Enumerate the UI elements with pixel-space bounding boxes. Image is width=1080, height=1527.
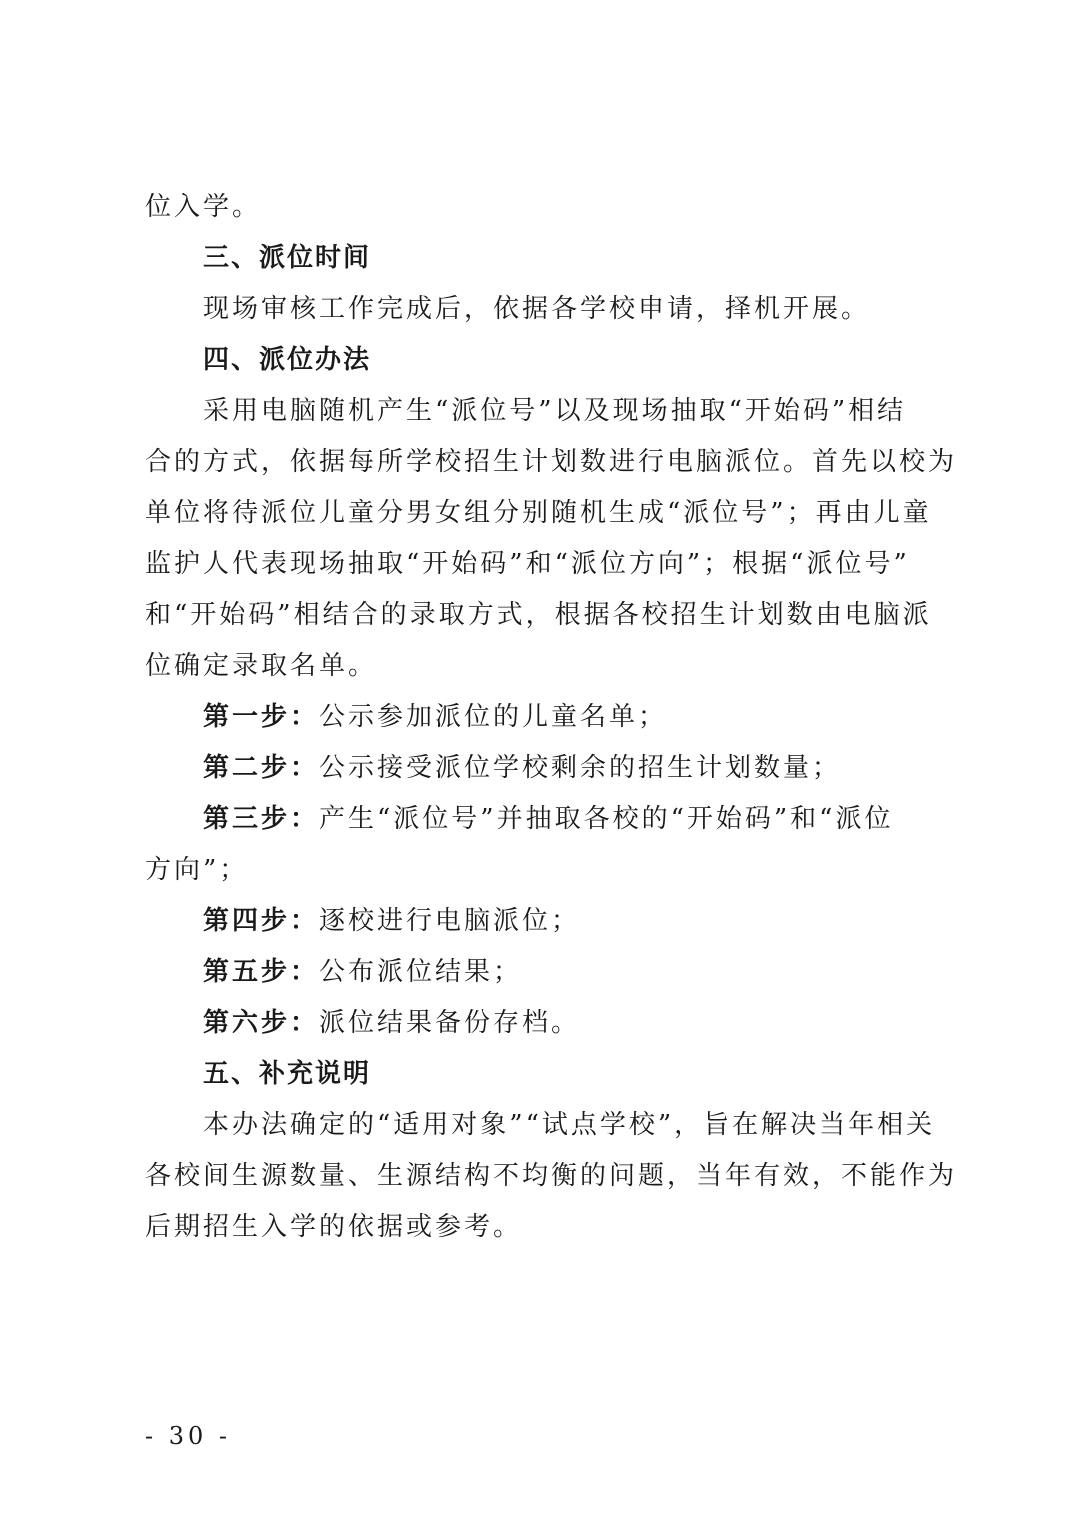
paragraph-line: 合的方式，依据每所学校招生计划数进行电脑派位。首先以校为 bbox=[145, 447, 958, 477]
step-3 bbox=[145, 794, 945, 845]
step-label: 第二步： bbox=[203, 753, 320, 783]
step-label: 第三步： bbox=[203, 804, 320, 834]
paragraph-line: 位入学。 bbox=[145, 192, 262, 222]
paragraph-line: 采用电脑随机产生“派位号”以及现场抽取“开始码”相结 bbox=[203, 396, 907, 426]
paragraph-line: 后期招生入学的依据或参考。 bbox=[145, 1212, 523, 1242]
step-label: 第一步： bbox=[203, 702, 320, 732]
step-text: 派位结果备份存档。 bbox=[319, 1008, 581, 1038]
step-1 bbox=[145, 692, 945, 743]
paragraph-line: 位确定录取名单。 bbox=[145, 651, 378, 681]
step-3-continuation: 方向”； bbox=[145, 855, 249, 885]
step-6 bbox=[145, 998, 945, 1049]
paragraph-line: 各校间生源数量、生源结构不均衡的问题，当年有效，不能作为 bbox=[145, 1161, 958, 1191]
step-4 bbox=[145, 896, 945, 947]
section-heading-4: 四、派位办法 bbox=[203, 345, 372, 375]
section-heading-5: 五、补充说明 bbox=[203, 1059, 372, 1089]
paragraph-line: 单位将待派位儿童分男女组分别随机生成“派位号”；再由儿童 bbox=[145, 498, 932, 528]
step-text: 公示接受派位学校剩余的招生计划数量； bbox=[319, 753, 842, 783]
section-heading-3: 三、派位时间 bbox=[203, 243, 372, 273]
step-text: 公示参加派位的儿童名单； bbox=[319, 702, 668, 732]
paragraph-line: 和“开始码”相结合的录取方式，根据各校招生计划数由电脑派 bbox=[145, 600, 932, 630]
step-2 bbox=[145, 743, 945, 794]
document-page bbox=[145, 182, 958, 1253]
step-5 bbox=[145, 947, 945, 998]
step-text: 产生“派位号”并抽取各校的“开始码”和“派位 bbox=[319, 804, 894, 834]
paragraph-line: 监护人代表现场抽取“开始码”和“派位方向”；根据“派位号” bbox=[145, 549, 910, 579]
step-text: 逐校进行电脑派位； bbox=[319, 906, 581, 936]
step-text: 公布派位结果； bbox=[319, 957, 523, 987]
step-label: 第六步： bbox=[203, 1008, 320, 1038]
step-label: 第五步： bbox=[203, 957, 320, 987]
page-number: - 30 - bbox=[145, 1422, 232, 1450]
paragraph-line: 本办法确定的“适用对象”“试点学校”，旨在解决当年相关 bbox=[203, 1110, 936, 1140]
step-label: 第四步： bbox=[203, 906, 320, 936]
paragraph-line: 现场审核工作完成后，依据各学校申请，择机开展。 bbox=[203, 294, 871, 324]
